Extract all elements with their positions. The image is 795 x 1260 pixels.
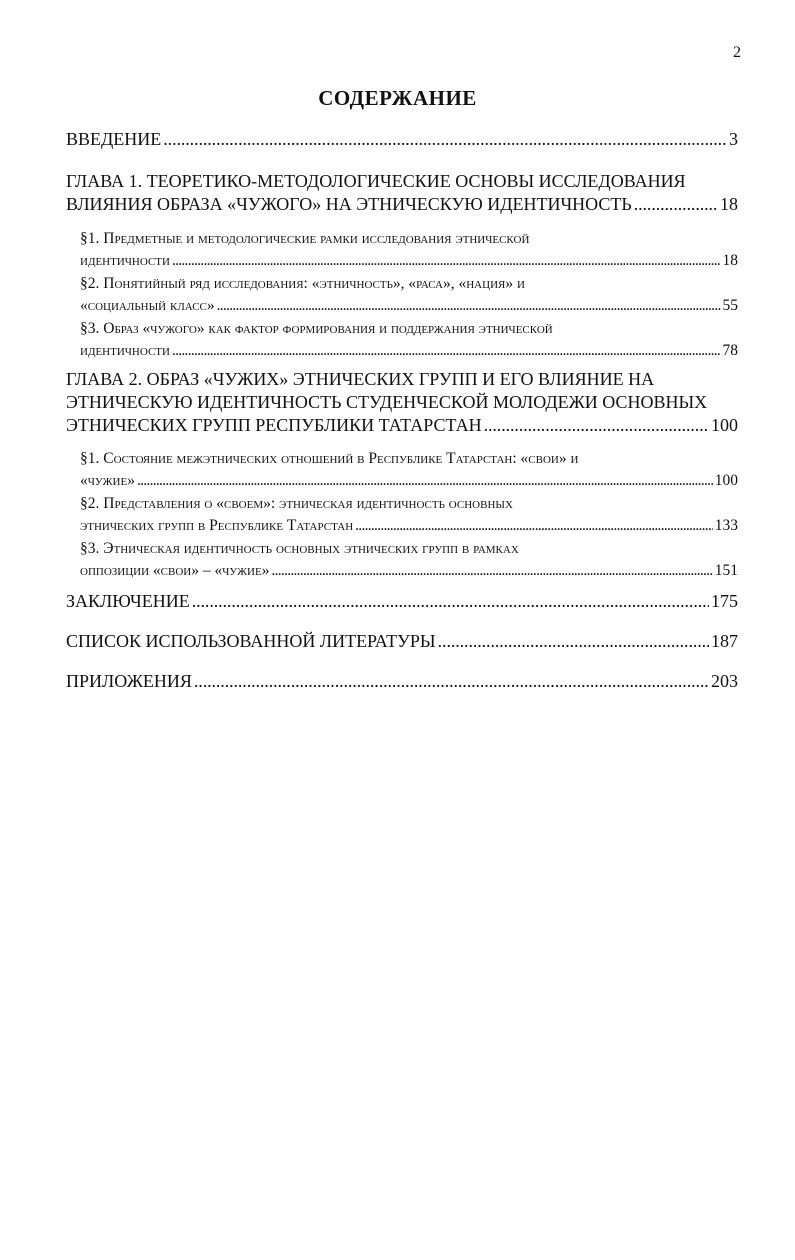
toc-entry-title: СПИСОК ИСПОЛЬЗОВАННОЙ ЛИТЕРАТУРЫ bbox=[66, 631, 436, 651]
toc-entry-page: 55 bbox=[722, 297, 738, 314]
toc-entry-title-line: ГЛАВА 1. ТЕОРЕТИКО-МЕТОДОЛОГИЧЕСКИЕ ОСНОВЫ ИССЛЕДОВАНИЯ bbox=[66, 171, 686, 191]
toc-entry-title-line: этнических групп в Республике Татарстан bbox=[80, 517, 354, 534]
toc-entry-title-line: §1. Состояние межэтнических отношений в Республике Татарстан: «свои» и bbox=[80, 450, 579, 467]
toc-entry-title-line: §2. Понятийный ряд исследования: «этничность», «раса», «нация» и bbox=[80, 275, 525, 292]
leader-dots bbox=[271, 560, 712, 582]
toc-entry-section-2-3[interactable] bbox=[80, 538, 738, 582]
leader-dots bbox=[484, 414, 709, 437]
toc-entry-page: 100 bbox=[714, 472, 738, 489]
toc-entry-page: 18 bbox=[722, 252, 738, 269]
toc-entry-title: ЗАКЛЮЧЕНИЕ bbox=[66, 591, 190, 611]
leader-dots bbox=[137, 470, 713, 492]
toc-entry-page: 175 bbox=[711, 591, 738, 611]
toc-entry-intro[interactable] bbox=[66, 128, 738, 151]
toc-entry-section-2-2[interactable] bbox=[80, 493, 738, 537]
page-title: СОДЕРЖАНИЕ bbox=[318, 86, 477, 110]
toc-entry-section-2-1[interactable] bbox=[80, 448, 738, 492]
toc-entry-title-line: ЭТНИЧЕСКИХ ГРУПП РЕСПУБЛИКИ ТАТАРСТАН bbox=[66, 415, 482, 435]
toc-entry-page: 18 bbox=[720, 194, 738, 214]
toc-entry-section-1-3[interactable] bbox=[80, 318, 738, 362]
toc-entry-title-line: ЭТНИЧЕСКУЮ ИДЕНТИЧНОСТЬ СТУДЕНЧЕСКОЙ МОЛОДЕЖИ ОСНОВНЫХ bbox=[66, 392, 708, 412]
toc-entry-title-line: идентичности bbox=[80, 342, 170, 359]
toc-entry-title-line: §1. Предметные и методологические рамки исследования этнической bbox=[80, 230, 530, 247]
toc-entry-page: 3 bbox=[729, 129, 738, 149]
toc-entry-title-line: «социальный класс» bbox=[80, 297, 215, 314]
leader-dots bbox=[355, 515, 713, 537]
leader-dots bbox=[634, 193, 718, 216]
toc-entry-appendices[interactable] bbox=[66, 670, 738, 693]
toc-entry-title: ПРИЛОЖЕНИЯ bbox=[66, 671, 192, 691]
toc-entry-title-line: «чужие» bbox=[80, 472, 135, 489]
toc-entry-section-1-1[interactable] bbox=[80, 228, 738, 272]
leader-dots bbox=[172, 250, 721, 272]
toc-entry-chapter-2[interactable] bbox=[66, 368, 738, 437]
toc-entry-section-1-2[interactable] bbox=[80, 273, 738, 317]
toc-entry-page: 151 bbox=[714, 562, 738, 579]
toc-entry-title-line: §3. Этническая идентичность основных этнических групп в рамках bbox=[80, 540, 519, 557]
toc-entry-title-line: идентичности bbox=[80, 252, 170, 269]
toc-entry-title-line: оппозиции «свои» – «чужие» bbox=[80, 562, 270, 579]
leader-dots bbox=[217, 295, 721, 317]
toc-entry-page: 133 bbox=[714, 517, 738, 534]
page-number: 2 bbox=[733, 44, 741, 61]
toc-entry-title-line: §2. Представления о «своем»: этническая идентичность основных bbox=[80, 495, 513, 512]
toc-entry-conclusion[interactable] bbox=[66, 590, 738, 613]
toc-entry-references[interactable] bbox=[66, 630, 738, 653]
leader-dots bbox=[192, 590, 709, 613]
toc-entry-title-line: ГЛАВА 2. ОБРАЗ «ЧУЖИХ» ЭТНИЧЕСКИХ ГРУПП И ЕГО ВЛИЯНИЕ НА bbox=[66, 369, 655, 389]
toc-entry-page: 100 bbox=[711, 415, 738, 435]
leader-dots bbox=[172, 340, 721, 362]
toc-entry-title-line: §3. Образ «чужого» как фактор формирования и поддержания этнической bbox=[80, 320, 553, 337]
toc-entry-title-line: ВЛИЯНИЯ ОБРАЗА «ЧУЖОГО» НА ЭТНИЧЕСКУЮ ИДЕНТИЧНОСТЬ bbox=[66, 194, 632, 214]
toc-entry-title: ВВЕДЕНИЕ bbox=[66, 129, 162, 149]
leader-dots bbox=[438, 630, 709, 653]
leader-dots bbox=[194, 670, 709, 693]
toc-entry-page: 203 bbox=[711, 671, 738, 691]
toc-entry-page: 78 bbox=[722, 342, 738, 359]
toc-entry-chapter-1[interactable] bbox=[66, 170, 738, 216]
leader-dots bbox=[163, 128, 727, 151]
toc-entry-page: 187 bbox=[711, 631, 738, 651]
